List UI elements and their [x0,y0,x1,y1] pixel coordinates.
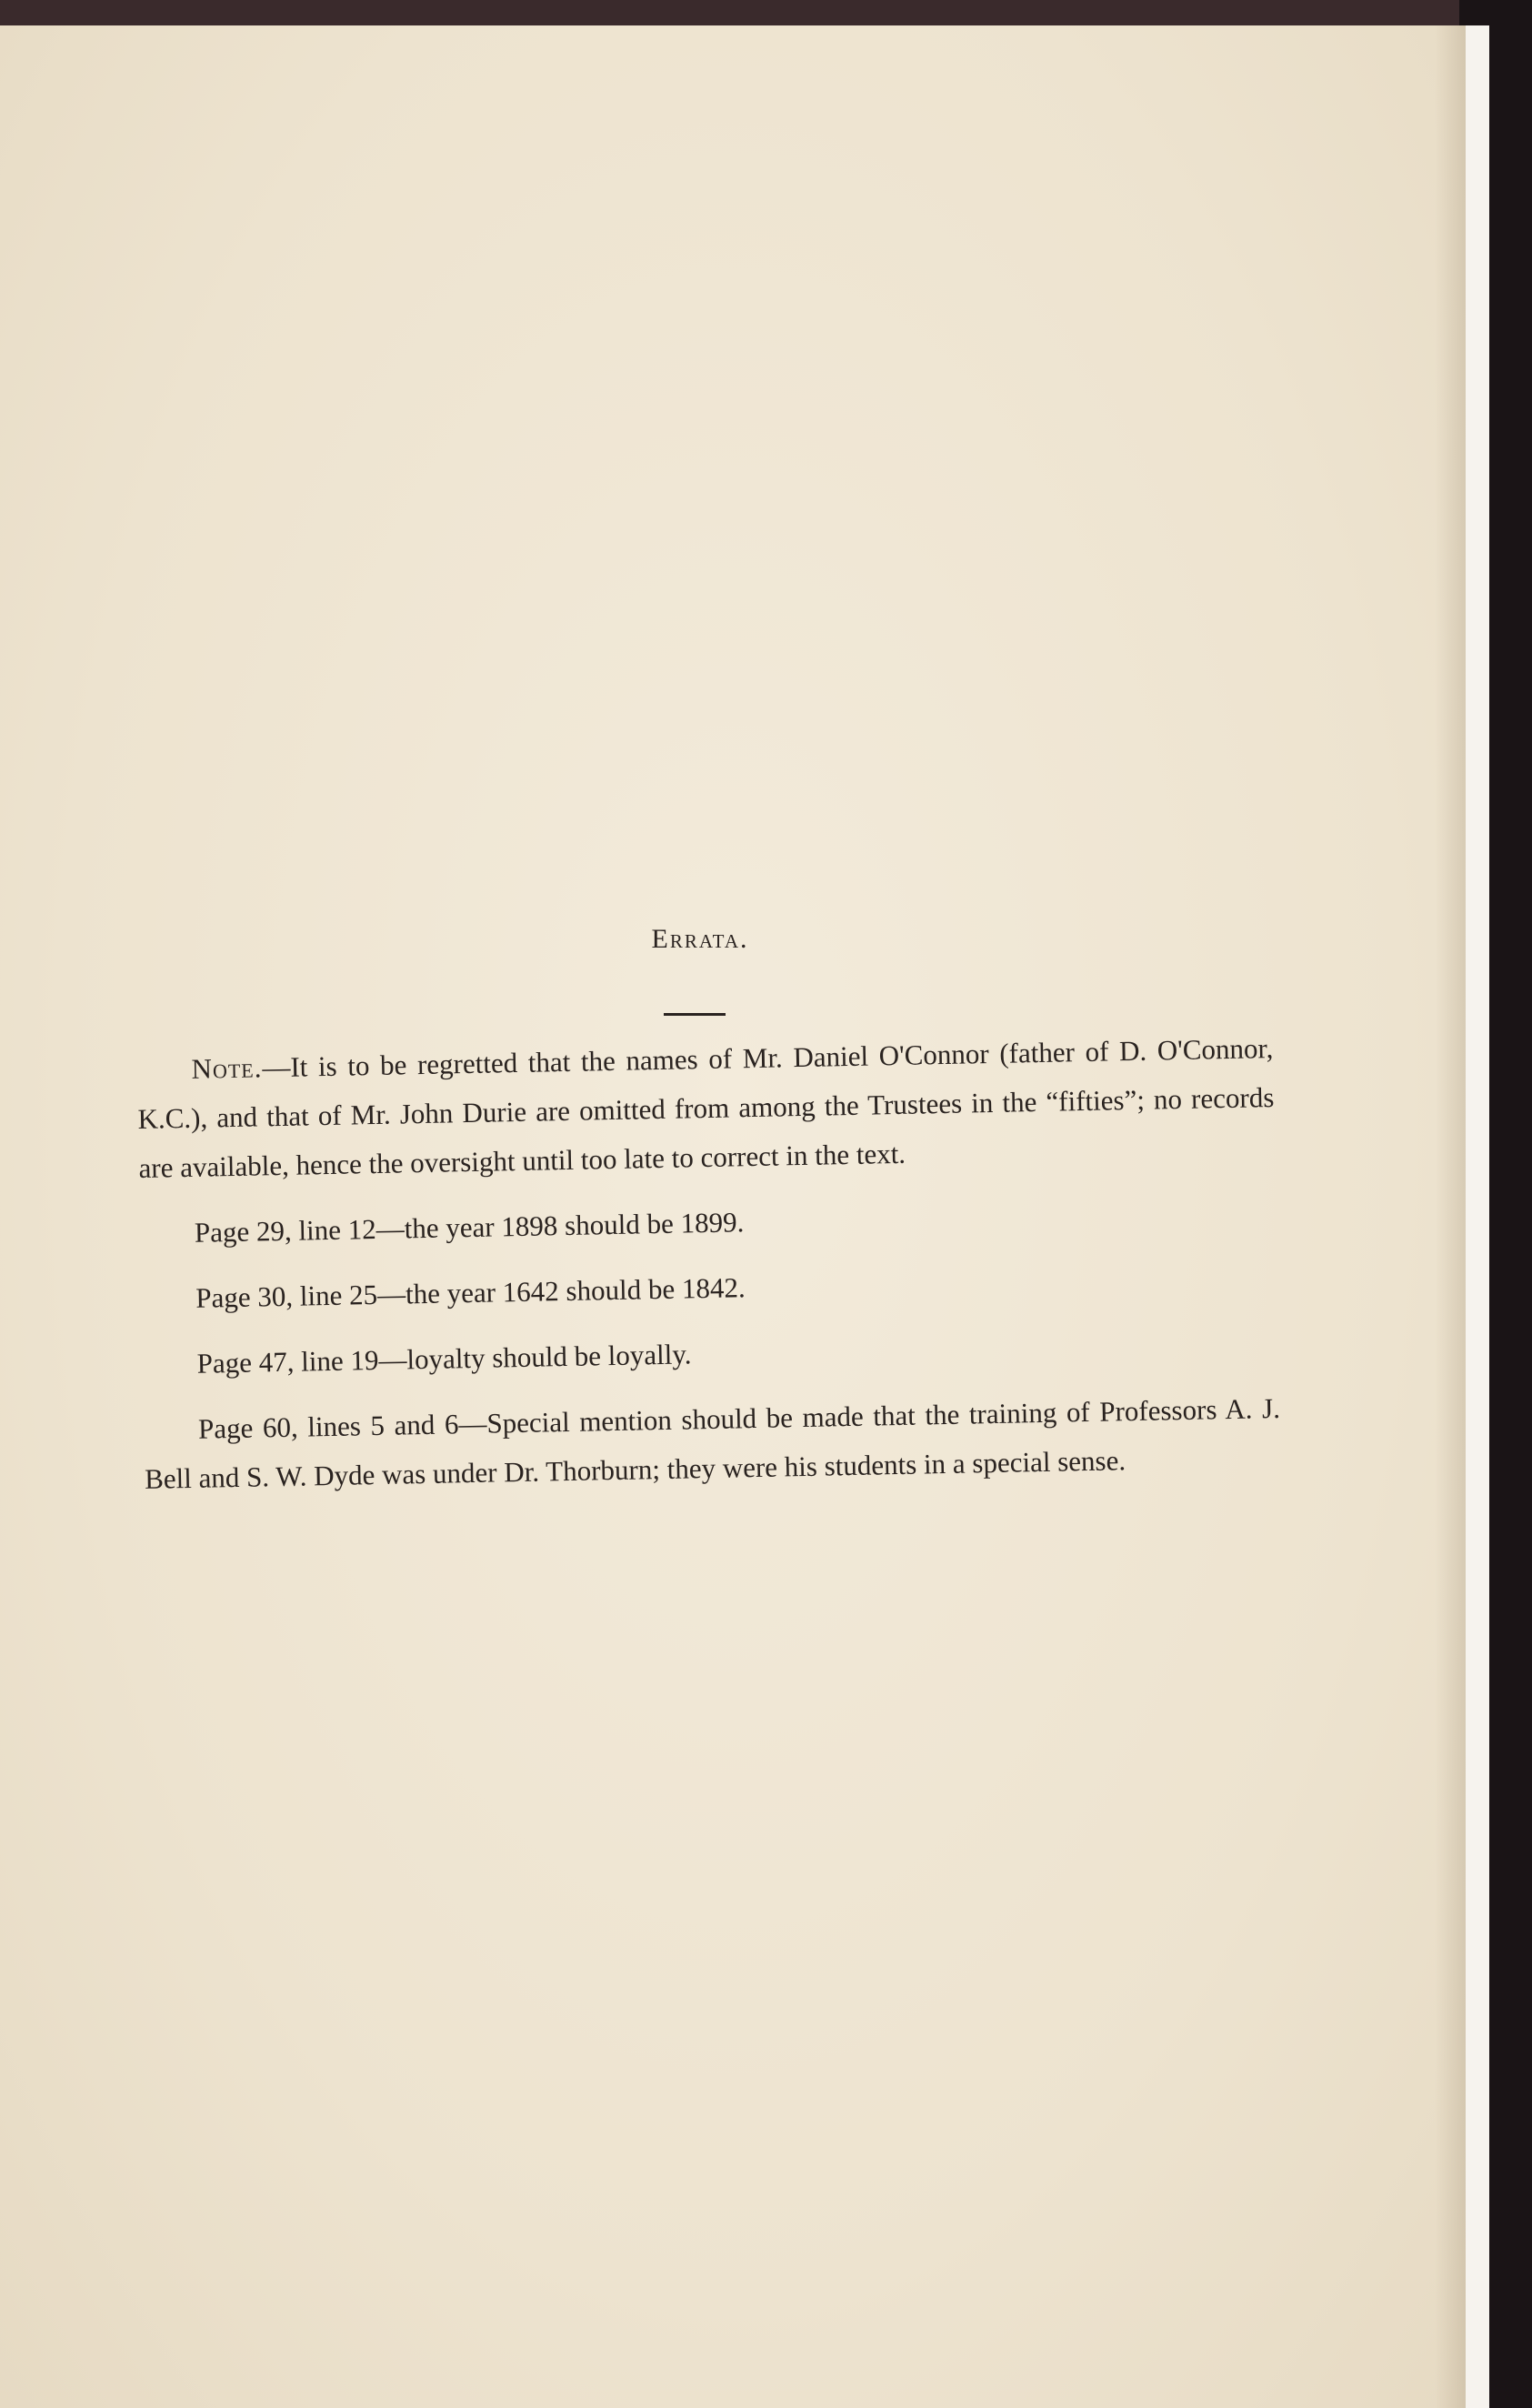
note-text: —It is to be regretted that the names of Mr. Daniel O'Connor (father of D. O'Connor, K.C.), and that of Mr. John Durie are omitted from among the Trustees in the “fifties”; no records are available, hence the oversight until too late to correct in the text. [137,1032,1275,1184]
erratum-item: Page 29, line 12—the year 1898 should be 1899. [194,1206,745,1249]
page-gutter-shadow [1435,25,1466,2408]
errata-body [136,1024,1282,1520]
title-rule [664,1013,726,1016]
page-title: Errata. [651,924,749,954]
erratum-item: Page 47, line 19—loyalty should be loyally. [196,1338,692,1380]
note-label: Note. [191,1051,263,1085]
page-edge [1466,25,1489,2408]
erratum-item: Page 60, lines 5 and 6—Special mention should be made that the training of Professors A. J. Bell and S. W. Dyde was under Dr. Thorburn; they were his students in a special sense. [144,1391,1281,1495]
erratum-item: Page 30, line 25—the year 1642 should be 1842. [195,1271,746,1314]
note-paragraph [136,1024,1276,1193]
